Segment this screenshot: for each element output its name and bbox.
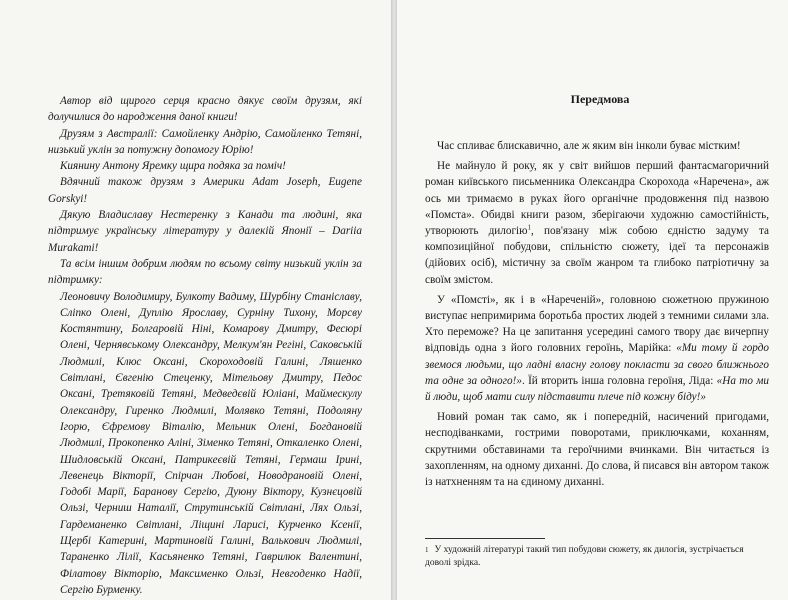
preface-text: У «Помсті», як і в «Нареченій», головною сюжетною пружиною виступає непримирима боротьба простих людей з темними силами зла. Хто переможе? На це запитання усередині самого твору дає вичерпну відповідь одна з його головних героїнь, Марійка: [425,293,769,355]
page-title: Передмова [570,92,630,106]
ack-paragraph: Автор від щирого серця красно дякує своїм друзям, які долучилися до народження даної книги! [48,95,362,124]
ack-paragraph: Друзям з Австралії: Самойленку Андрію, Самойленко Тетяні, низький уклін за потужну допомогу Юрію! [48,127,362,156]
preface-paragraph [425,292,769,405]
ack-paragraph: Та всім іншим добрим людям по всьому світу низький уклін за підтримку: [48,257,362,287]
ack-paragraph: Дякую Владиславу Нестеренку з Канади та людині, яка підтримує українську літературу у далекій Японії – Dariia Murakami! [48,209,362,254]
ack-paragraph: Вдячний також друзям з Америки Adam Joseph, Eugene Gorskyi! [48,176,362,205]
book-gutter [391,0,397,600]
footnote-text: У художній літературі такий тип побудови сюжету, як дилогія, зустрічається доволі зрідка. [425,545,744,568]
preface-text: Не майнуло й року, як у світ вийшов перший фантасмагоричний роман київського письменника Олександра Скорохода «Наречена», аж ось ми тримаємо в руках його органічне продовження під назвою «Помста». Обидві книги разом, зберігаючи художню самостійність, утворюють дилогію [425,160,769,238]
preface-paragraph: Час спливає блискавично, але ж яким він інколи буває містким! [437,140,741,152]
footnote-ref[interactable]: 1 [527,223,532,232]
quote-mariyka: «Ми тому й гордо звемося людьми, що ладні власну голову покласти за свого ближнього та одне за одного!» [425,342,769,387]
preface-body [425,138,769,494]
ack-paragraph: Киянину Антону Яремку щира подяка за поміч! [60,160,286,173]
preface-text: . Їй вторить інша головна героїня, Ліда: [521,374,717,387]
preface-text: , пов'язану між собою єдністю задуму та композиційної побудови, спільністю сюжету, ідеї та персонажів (дійових осіб), містичну за своїм жанром та глибоко патріотичну за своїм змістом. [425,225,769,286]
footnote [425,544,769,569]
preface-paragraph: Новий роман так само, як і попередній, насичений пригодами, несподіванками, гострими поворотами, приключками, коханням, скрутними обставинами та героїчними вчинками. Він читається із захопленням, на одному диханні. До слова, й писався він автором також із натхненням та на єдиному диханні. [425,411,769,489]
quote-lida: «На то ми й люди, щоб мати силу підставити плече під кожну біду!» [425,374,770,404]
acknowledgements [48,93,362,598]
ack-names-list: Леоновичу Володимиру, Булкоту Вадиму, Шурбіну Станіславу, Сліпко Олені, Дуплію Ярославу, Сурніну Тихону, Морсву Костянтину, Болгаровій Ніні, Комарову Дмитру, Фесюрі Олені, Чернявському Олександру, Мелкум'ян Регіні, Саковській Людмилі, Клюс Оксані, Скороходовій Галині, Ляшенко Світлані, Євгенію Стеценку, Мітельову Дмитру, Педос Оксані, Третяковій Тетяні, Медведєвій Юліані, Маймескулу Олександру, Гиренко Людмилі, Молявко Тетяні, Подоляну Ігорю, Єфремову Віталію, Мельник Олені, Богдановій Людмилі, Прокопенко Аліні, Зіменко Тетяні, Откаленко Олені, Шидловській Оксані, Патрикеєвій Тетяні, Гермаш Ірині, Левенець Вікторії, Спірчан Любові, Новодрановій Олені, Годобі Марії, Баранову Сергію, Дуюну Віктору, Кузнєцовій Ользі, Черниш Наталії, Струтинській Світлані, Лях Ользі, Гардеманенко Світлані, Ліщині Ларисі, Курченко Ксенії, Щербі Катерині, Мартиновій Галині, Валькович Людмилі, Тараненко Лілії, Касьяненко Тетяні, Гаврилюк Валентині, Філатову Вікторію, Максименко Ользі, Невгоденко Надії, Сергію Бурменку. [60,290,362,596]
preface-paragraph [425,158,769,288]
footnote-number: 1 [425,546,429,554]
footnote-divider [425,538,545,539]
